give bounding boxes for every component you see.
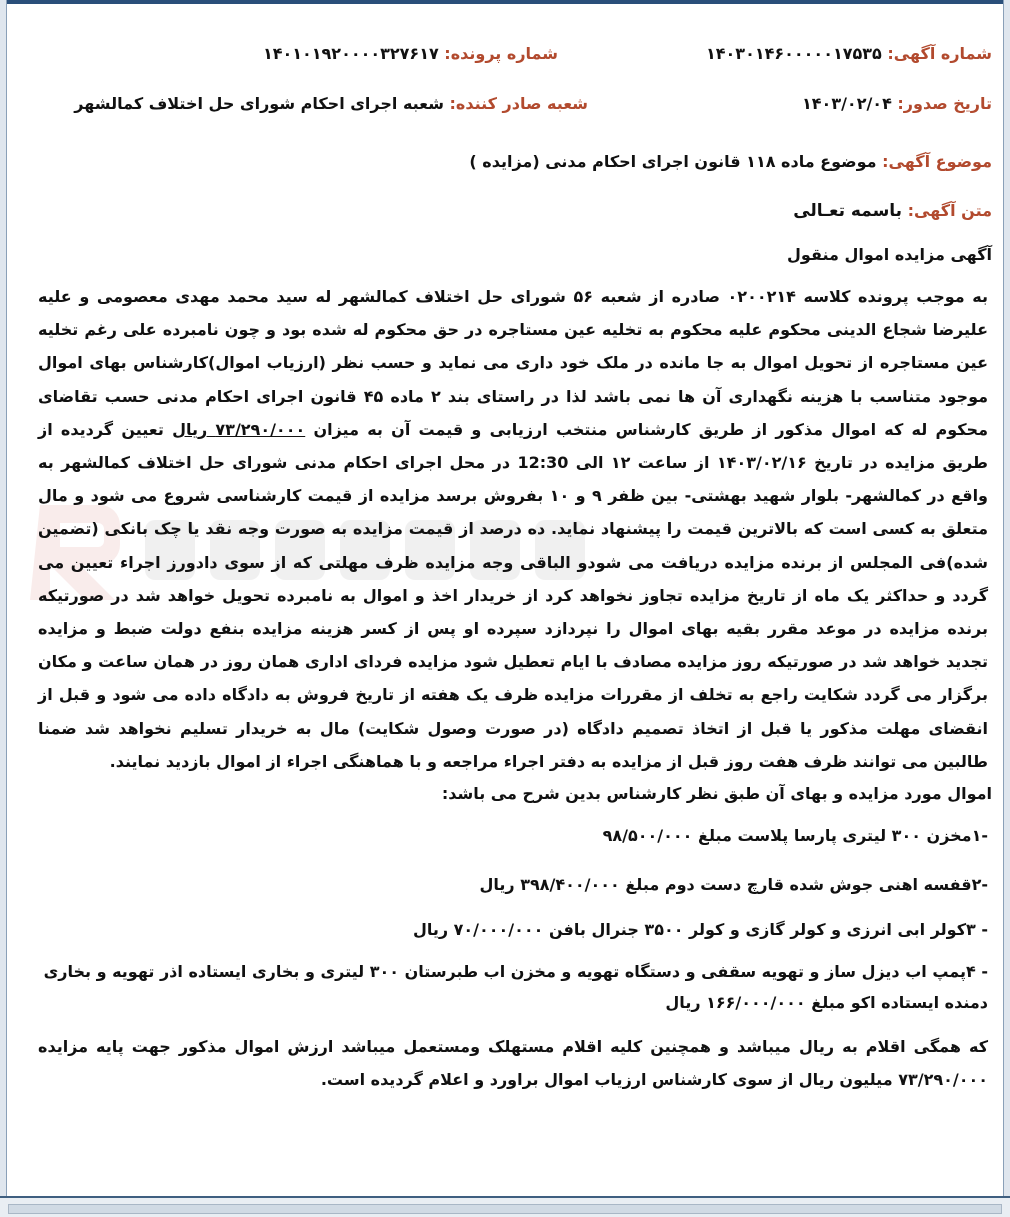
window-left-border bbox=[0, 0, 7, 1215]
text-heading: باسمه تعـالی bbox=[793, 201, 903, 221]
valuation-amount: ۷۳/۲۹۰/۰۰۰ ریال bbox=[172, 419, 306, 439]
list-item: - ۳کولر ابی انرزی و کولر گازی و کولر ۳۵۰۰ جنرال بافن ۷۰/۰۰۰/۰۰۰ ریال bbox=[412, 920, 988, 939]
file-number bbox=[263, 44, 558, 63]
notice-number-label: شماره آگهی: bbox=[887, 44, 992, 63]
notice-paragraph bbox=[38, 280, 988, 778]
text-label: متن آگهی: bbox=[907, 201, 992, 220]
items-intro: اموال مورد مزایده و بهای آن طبق نظر کارشناس بدین شرح می باشد: bbox=[441, 784, 992, 803]
paragraph-part2: تعیین گردیده از طریق مزایده در تاریخ ۱۴۰۳/۰۲/۱۶ از ساعت ۱۲ الی 12:30 در محل اجرای احکام مدنی شورای حل اختلاف کمالشهر به واقع در کمالشهر- بلوار شهید بهشتی- بین ظفر ۹ و ۱۰ بفروش برسد مزایده از قیمت کارشناسی شروع می شود و مال متعلق به کسی است که بالاترین قیمت را پیشنهاد نماید. ده درصد از قیمت مزایده به صورت وجه نقد یا چک بانکی (تضمین شده)فی المجلس از برنده مزایده دریافت می شودو الباقی وجه مزایده ظرف مهلتی که از سوی دادورز اجراء تعیین می گردد و حداکثر یک ماه از تاریخ مزایده تجاوز نخواهد کرد از خریدار اخذ و اموال به نامبرده تحویل خواهد شد در صورتیکه برنده مزایده در موعد مقرر بقیه بهای اموال را نپردازد سپرده او پس از کسر هزینه مزایده بنفع دولت ضبط و مزایده تجدید خواهد شد در صورتیکه روز مزایده مصادف با ایام تعطیل شود مزایده فردای اداری همان روز در همان ساعت و مکان برگزار می گردد شکایت راجع به تخلف از مقررات مزایده ظرف یک هفته از تاریخ فروش به دادگاه داده می شود و قبل از انقضای مهلت مذکور یا قبل از اتخاذ تصمیم دادگاه (در صورت وصول شکایت) مال به خریدار تسلیم نخواهد شد ضمنا طالبین می توانند ظرف هفت روز قبل از مزایده به دفتر اجراء مراجعه و با هماهنگی اجراء از اموال بازدید نمایند. bbox=[38, 419, 989, 771]
issuer bbox=[74, 94, 588, 113]
closing-paragraph: که همگی اقلام به ریال میباشد و همچنین کلیه اقلام مستهلک ومستعمل میباشد ارزش اموال مذکور جهت پایه مزایده ۷۳/۲۹۰/۰۰۰ میلیون ریال از سوی کارشناس ارزیاب اموال براورد و اعلام گردیده است. bbox=[38, 1037, 988, 1089]
issue-date-label: تاریخ صدور: bbox=[897, 94, 992, 113]
file-number-label: شماره پرونده: bbox=[444, 44, 558, 63]
notice-text-heading bbox=[793, 201, 992, 221]
notice-title: آگهی مزایده اموال منقول bbox=[787, 245, 992, 264]
list-item: دمنده ایستاده اکو مبلغ ۱۶۶/۰۰۰/۰۰۰ ریال bbox=[665, 993, 988, 1012]
notice-number bbox=[706, 44, 992, 63]
window-top-border bbox=[0, 0, 1010, 4]
list-item: -۲قفسه اهنی جوش شده قارچ دست دوم مبلغ ۳۹۸/۴۰۰/۰۰۰ ریال bbox=[479, 875, 988, 894]
list-item: - ۴پمپ اب دیزل ساز و تهویه سقفی و دستگاه تهویه و مخزن اب طبرستان ۳۰۰ لیتری و بخاری ایستاده اذر تهویه و بخاری bbox=[43, 962, 988, 981]
notice-subject bbox=[469, 152, 992, 171]
issue-date-value: ۱۴۰۳/۰۲/۰۴ bbox=[802, 94, 892, 113]
issuer-label: شعبه صادر کننده: bbox=[449, 94, 588, 113]
notice-number-value: ۱۴۰۳۰۱۴۶۰۰۰۰۰۱۷۵۳۵ bbox=[706, 44, 882, 63]
list-item: -۱مخزن ۳۰۰ لیتری پارسا پلاست مبلغ ۹۸/۵۰۰/۰۰۰ bbox=[602, 826, 988, 845]
window-right-border bbox=[1003, 0, 1010, 1215]
issue-date bbox=[802, 94, 992, 113]
issuer-value: شعبه اجرای احکام شورای حل اختلاف کمالشهر bbox=[74, 94, 444, 113]
subject-label: موضوع آگهی: bbox=[882, 152, 992, 171]
paragraph-part1: به موجب پرونده کلاسه ۰۲۰۰۲۱۴ صادره از شعبه ۵۶ شورای حل اختلاف کمالشهر له سید محمد مهدی معصومی و علیه علیرضا شجاع الدینی محکوم علیه محکوم به تخلیه عین مستاجره در حق محکوم له شده بود و چون نامبرده علی رغم تخلیه عین مستاجره از تحویل اموال به جا مانده در ملک خود داری می نماید و حسب نظر (ارزیاب اموال)کارشناس بهای اموال موجود متناسب با هزینه نگهداری آن ها نمی باشد لذا در راستای بند ۲ ماده ۴۵ قانون اجرای احکام مدنی حسب تقاضای محکوم له که اموال مذکور از طریق کارشناس منتخب ارزیابی و قیمت آن به میزان bbox=[38, 287, 989, 439]
file-number-value: ۱۴۰۱۰۱۹۲۰۰۰۰۳۲۷۶۱۷ bbox=[262, 44, 439, 63]
subject-value: موضوع ماده ۱۱۸ قانون اجرای احکام مدنی (مزایده ) bbox=[469, 152, 877, 171]
window-bottom-bar bbox=[0, 1196, 1010, 1217]
